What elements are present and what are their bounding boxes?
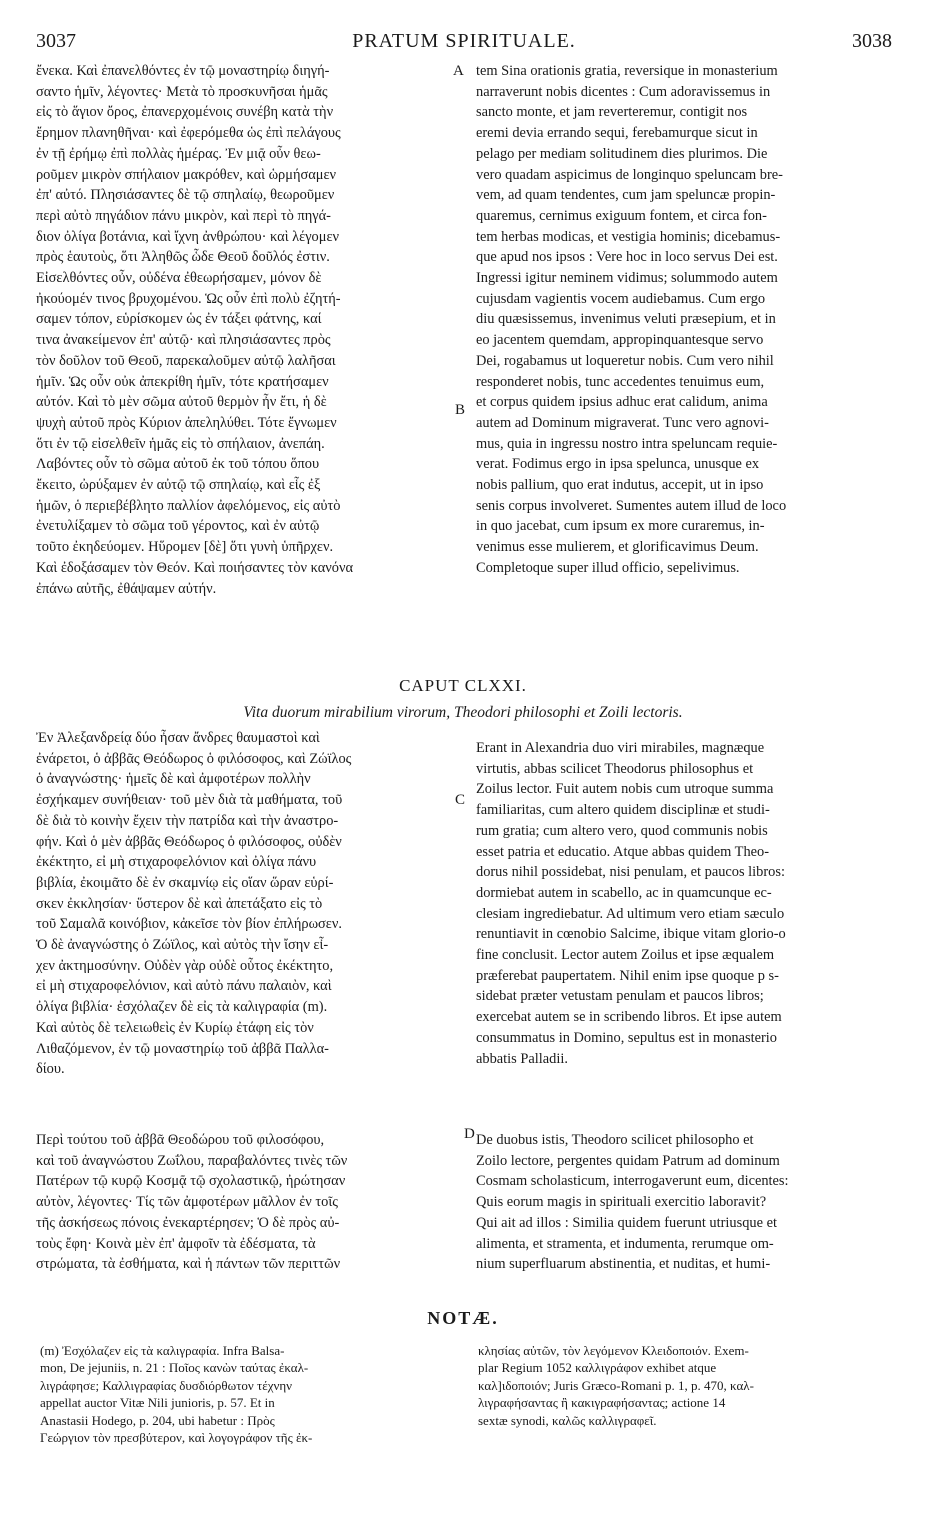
latin-line: venimus esse mulierem, et glorificavimus Deum. — [476, 539, 759, 556]
latin-line: clesiam ingrediebatur. Ad ultimum vero etiam sæculo — [476, 905, 785, 922]
running-title: PRATUM SPIRITUALE. — [352, 30, 576, 52]
latin-line: autem ad Dominum migraverat. Tunc vero agnovi- — [476, 414, 769, 431]
latin-line: dormiebat autem in scabello, ac in quamcunque ec- — [476, 884, 772, 901]
greek-column-section-2 — [36, 728, 468, 1080]
latin-column-section-2 — [476, 738, 896, 1069]
greek-line: ἐσχήκαμεν συνήθειαν· τοῦ μὲν διὰ τὰ μαθήματα, τοῦ — [36, 792, 343, 809]
latin-line: senis corpus involveret. Sumentes autem illud de loco — [476, 497, 787, 514]
latin-line: renuntiavit in cœnobio Salcime, ibique vitam glorio-o — [476, 926, 786, 943]
greek-line: περὶ αὐτὸ πηγάδιον πάνυ μικρὸν, καὶ περὶ τὸ πηγά- — [36, 207, 331, 224]
note-line: λιγραφήσαντας ἢ κακιγραφήσαντας; actione 14 — [478, 1395, 726, 1411]
latin-line: nobis pallium, quo erat indutus, accepit, ut in ipso — [476, 477, 764, 494]
note-line: plar Regium 1052 καλλιγράφον exhibet atque — [478, 1360, 717, 1376]
notes-heading: NOTÆ. — [427, 1308, 499, 1328]
note-line: appellat auctor Vitæ Nili junioris, p. 57. Et in — [40, 1395, 275, 1411]
greek-line: Λαβόντες οὖν τὸ σῶμα αὐτοῦ ἐκ τοῦ τόπου ὅπου — [36, 456, 320, 473]
note-line: (m) Ἐσχόλαζεν εἰς τὰ καλιγραφία. Infra Balsa- — [40, 1343, 285, 1358]
greek-line: πρὸς ἑαυτοὺς, ὅτι Ἀληθῶς ὧδε Θεοῦ δοῦλός ἐστιν. — [36, 249, 330, 266]
greek-line: καὶ τοῦ ἀναγνώστου Ζωΐλου, παραβαλόντες τινὲς τῶν — [36, 1152, 348, 1169]
greek-line: ψυχὴ αὐτοῦ πρὸς Κύριον ἀπεληλύθει. Τότε ἔγνωμεν — [36, 414, 337, 431]
latin-line: cujusdam vagientis vocem audiebamus. Cum ergo — [476, 290, 766, 307]
margin-marker-d: D — [464, 1126, 475, 1142]
latin-line: mus, quia in ingressu nostro intra speluncam requie- — [476, 435, 778, 452]
notes-right-column — [478, 1342, 898, 1429]
greek-line: Εἰσελθόντες οὖν, οὐδένα ἐθεωρήσαμεν, μόνον δὲ — [36, 270, 322, 287]
latin-column-section-1 — [476, 61, 896, 579]
greek-line: Ἐν Ἀλεξανδρείᾳ δύο ἦσαν ἄνδρες θαυμαστοὶ καὶ — [36, 730, 320, 746]
greek-line: Καὶ ἐδοξάσαμεν τὸν Θεόν. Καὶ ποιήσαντες τὸν κανόνα — [36, 559, 354, 576]
greek-line: σαντο ἡμῖν, λέγοντες· Μετὰ τὸ προσκυνῆσαι ἡμᾶς — [36, 83, 328, 100]
latin-line: alimenta, et stramenta, et indumenta, rerumque om- — [476, 1235, 774, 1252]
greek-line: Πατέρων τῷ κυρῷ Κοσμᾷ τῷ σχολαστικῷ, ἠρώτησαν — [36, 1173, 346, 1190]
greek-line: αὐτὸν, λέγοντες· Τίς τῶν ἀμφοτέρων μᾶλλον ἐν τοῖς — [36, 1194, 338, 1211]
latin-line: consummatus in Domino, sepultus est in monasterio — [476, 1029, 777, 1046]
greek-line: ἔνεκα. Καὶ ἐπανελθόντες ἐν τῷ μοναστηρίῳ διηγή- — [36, 63, 330, 79]
latin-line: responderet nobis, tunc accedentes tenuimus eum, — [476, 373, 765, 390]
greek-line: Ὁ δὲ ἀναγνώστης ὁ Ζώϊλος, καὶ αὐτὸς τὴν ἴσην εἶ- — [36, 937, 329, 954]
greek-line: ἔρημον πλανηθῆναι· καὶ ἐφερόμεθα ὡς ἐπὶ πελάγους — [36, 125, 341, 142]
latin-line: abbatis Palladii. — [476, 1050, 568, 1067]
latin-line: exercebat autem se in scribendo libros. Et ipse autem — [476, 1009, 782, 1026]
greek-line: στρώματα, τὰ ἐσθήματα, καὶ ἡ πάντων τῶν περιττῶν — [36, 1256, 341, 1273]
greek-line: Περὶ τούτου τοῦ ἀββᾶ Θεοδώρου τοῦ φιλοσόφου, — [36, 1132, 325, 1148]
latin-line: in quo jacebat, cum ipsum ex more curaremus, in- — [476, 518, 765, 535]
greek-line: τῆς ἀσκήσεως πόνοις ἐνεκαρτέρησεν; Ὁ δὲ πρὸς αὐ- — [36, 1214, 340, 1231]
greek-line: εἰ μὴ στιχαροφελόνιον, καὶ αὐτὸ πάνυ παλαιὸν, καὶ — [36, 978, 332, 995]
note-line: καλ]ιδοποιόν; Juris Græco-Romani p. 1, p. 470, καλ- — [478, 1377, 754, 1393]
latin-line: sidebat præter vetustam penulam et paucos libros; — [476, 988, 764, 1005]
greek-line: σκεν ἐκκλησίαν· ὕστερον δὲ καὶ ἀπετάξατο εἰς τὸ — [36, 895, 323, 912]
greek-line: διον ὀλίγα βοτάνια, καὶ ἴχνη ἀνθρώπου· καὶ λέγομεν — [36, 228, 340, 245]
latin-line: Ingressi igitur neminem vidimus; solummodo autem — [476, 270, 778, 287]
greek-line: ἔκειτο, ὠρύξαμεν ἐν αὐτῷ τῷ σπηλαίῳ, καὶ εἷς ἐξ — [36, 477, 321, 494]
greek-line: τινα ἀνακείμενον ἐπ' αὐτῷ· καὶ πλησιάσαντες πρὸς — [36, 332, 331, 349]
greek-line: ἐνάρετοι, ὁ ἀββᾶς Θεόδωρος ὁ φιλόσοφος, καὶ Ζώϊλος — [36, 750, 352, 767]
note-line: mon, De jejuniis, n. 21 : Ποῖος κανὼν ταύτας ἐκαλ- — [40, 1360, 309, 1376]
latin-line: Erant in Alexandria duo viri mirabiles, magnæque — [476, 740, 765, 756]
greek-line: ἐπ' αὐτό. Πλησιάσαντες δὲ τῷ σπηλαίῳ, θεωροῦμεν — [36, 187, 335, 204]
page-header — [36, 30, 892, 56]
greek-line: ἡμῶν, ὁ περιεβέβλητο παλλίον ἀφελόμενος, εἰς αὐτὸ — [36, 497, 341, 514]
greek-line: χεν ἀκτημοσύνην. Οὐδὲν γὰρ οὐδὲ οὗτος ἐκέκτητο, — [36, 957, 334, 974]
margin-marker-b: B — [455, 402, 466, 418]
greek-line: ἡμῖν. Ὡς οὖν οὐκ ἀπεκρίθη ἡμῖν, τότε κρατήσαμεν — [36, 373, 329, 390]
latin-line: tem herbas modicas, et vestigia hominis; dicebamus- — [476, 228, 781, 245]
latin-line: nium superfluarum abstinentia, et nuditas, et humi- — [476, 1256, 771, 1273]
latin-line: fine conclusit. Lector autem Zoilus et ipse æqualem — [476, 947, 775, 964]
latin-line: vem, ad quam tendentes, cum jam speluncæ propin- — [476, 187, 776, 204]
note-line: Γεώργιον τὸν πρεσβύτερον, καὶ λογογράφον τῆς ἐκ- — [40, 1430, 313, 1446]
chapter-heading: CAPUT CLXXI. — [399, 676, 527, 695]
greek-column-section-3 — [36, 1130, 468, 1275]
latin-line: familiaritas, cum altero quidem disciplinæ et studi- — [476, 802, 770, 819]
greek-column-section-1 — [36, 61, 468, 599]
greek-line: ἐν τῇ ἐρήμῳ ἐπὶ πολλὰς ἡμέρας. Ἐν μιᾷ οὖν θεω- — [36, 145, 321, 162]
latin-line: Qui ait ad illos : Similia quidem fuerunt utriusque et — [476, 1214, 777, 1231]
greek-line: δὲ διὰ τὸ κοινὴν ἔχειν τὴν πατρίδα καὶ τὴν ἀναστρο- — [36, 812, 339, 829]
greek-line: ἐκέκτητο, εἰ μὴ στιχαροφελόνιον καὶ ὀλίγα πάνυ — [36, 854, 317, 871]
note-line: κλησίας αὐτῶν, τὸν λεγόμενον Κλειδοποιόν. Exem- — [478, 1343, 749, 1358]
greek-line: Λιθαζόμενον, ἐν τῷ μοναστηρίῳ τοῦ ἀββᾶ Παλλα- — [36, 1040, 329, 1057]
margin-marker-c: C — [455, 792, 466, 808]
latin-line: virtutis, abbas scilicet Theodorus philosophus et — [476, 760, 754, 777]
greek-line: τοὺς ἔφη· Κοινὰ μὲν ἐπ' ἀμφοῖν τὰ ἐδέσματα, τὰ — [36, 1235, 316, 1252]
latin-line: præferebat paupertatem. Nihil enim ipse quoque p s- — [476, 967, 779, 984]
greek-line: ἠκούομέν τινος βρυχομένου. Ὡς οὖν ἐπὶ πολὺ ἐζητή- — [36, 290, 341, 307]
note-line: Anastasii Hodego, p. 204, ubi habetur : Πρὸς — [40, 1412, 275, 1428]
latin-line: Zoilo lectore, pergentes quidam Patrum ad dominum — [476, 1152, 780, 1169]
latin-line: diu quæsissemus, invenimus veluti præsepium, et in — [476, 311, 776, 328]
latin-line: verat. Fodimus ergo in ipsa spelunca, unusque ex — [476, 456, 760, 473]
greek-line: φήν. Καὶ ὁ μὲν ἀββᾶς Θεόδωρος ὁ φιλόσοφος, οὐδὲν — [36, 833, 342, 850]
latin-line: pelago per mediam solitudinem dies plurimos. Die — [476, 145, 768, 162]
page-number-right: 3038 — [852, 30, 892, 52]
greek-line: ἐπάνω αὐτῆς, ἐθάψαμεν αὐτήν. — [36, 580, 217, 597]
latin-line: que apud nos ipsos : Vere hoc in loco servus Dei est. — [476, 249, 778, 266]
latin-line: eo jacentem quemdam, appropinquantesque servo — [476, 332, 764, 349]
notes-left-column — [40, 1342, 460, 1446]
note-line: sextæ synodi, καλῶς καλλιγραφεῖ. — [478, 1412, 657, 1428]
latin-line: dorus nihil possidebat, nisi penulam, et paucos libros: — [476, 864, 785, 881]
latin-line: quaremus, cernimus exiguum fontem, et circa fon- — [476, 207, 767, 224]
latin-line: De duobus istis, Theodoro scilicet philosopho et — [476, 1132, 754, 1148]
greek-line: ὁ ἀναγνώστης· ἡμεῖς δὲ καὶ ἀμφοτέρων πολλὴν — [36, 771, 311, 788]
page-number-left: 3037 — [36, 30, 76, 52]
greek-line: βιβλία, ἐκοιμᾶτο δὲ ἐν σκαμνίῳ εἰς οἵαν ὥραν εὑρί- — [36, 874, 334, 891]
chapter-subtitle: Vita duorum mirabilium virorum, Theodori philosophi et Zoili lectoris. — [243, 704, 683, 721]
greek-line: σαμεν τόπον, εὑρίσκομεν ὡς ἐν τάξει φάτνης, καί — [36, 311, 322, 328]
greek-line: δίου. — [36, 1061, 65, 1078]
greek-line: Καὶ αὐτὸς δὲ τελειωθεὶς ἐν Κυρίῳ ἐτάφη εἰς τὸν — [36, 1019, 314, 1036]
greek-line: τὸν δοῦλον τοῦ Θεοῦ, παρεκαλοῦμεν αὐτῷ λαλῆσαι — [36, 352, 336, 369]
latin-column-section-3 — [476, 1130, 896, 1275]
latin-line: narraverunt nobis dicentes : Cum adoravissemus in — [476, 83, 771, 100]
greek-line: τοῦ Σαμαλᾶ κοινόβιον, κἀκεῖσε τὸν βίον ἐπλήρωσεν. — [36, 916, 342, 933]
latin-line: eremi devia errando sequi, ferebamurque sicut in — [476, 125, 758, 142]
latin-line: esset patria et educatio. Atque abbas quidem Theo- — [476, 843, 770, 860]
latin-line: tem Sina orationis gratia, reversique in monasterium — [476, 63, 778, 79]
greek-line: ροῦμεν μικρὸν σπήλαιον μακρόθεν, καὶ ὡρμήσαμεν — [36, 166, 337, 183]
margin-marker-a: A — [453, 63, 464, 79]
latin-line: rum gratia; cum altero vero, quod communis nobis — [476, 822, 768, 839]
greek-line: ὅτι ἐν τῷ εἰσελθεῖν ἡμᾶς εἰς τὸ σπήλαιον, ἀνεπάη. — [36, 435, 325, 452]
greek-line: εἰς τὸ ἅγιον ὄρος, ἐπανερχομένοις συνέβη κατὰ τὴν — [36, 104, 334, 121]
latin-line: Quis eorum magis in spirituali exercitio laboravit? — [476, 1194, 767, 1211]
latin-line: Completoque super illud officio, sepelivimus. — [476, 559, 740, 576]
greek-line: ὀλίγα βιβλία· ἐσχόλαζεν δὲ εἰς τὰ καλιγραφία (m). — [36, 999, 328, 1016]
greek-line: τοῦτο ἐκηδεύομεν. Ηὕρομεν [δὲ] ὅτι γυνὴ ὑπῆρχεν. — [36, 539, 334, 556]
latin-line: Dei, rogabamus ut loqueretur nobis. Cum vero nihil — [476, 352, 774, 369]
note-line: λιγράφησε; Καλλιγραφίας δυσδιόρθωτον τέχνην — [40, 1377, 293, 1393]
greek-line: ἐνετυλίξαμεν τὸ σῶμα τοῦ γέροντος, καὶ ἐν αὐτῷ — [36, 518, 320, 535]
latin-line: et corpus quidem ipsius adhuc erat calidum, anima — [476, 394, 768, 411]
latin-line: Cosmam scholasticum, interrogaverunt eum, dicentes: — [476, 1173, 789, 1190]
greek-line: αὐτόν. Καὶ τὸ μὲν σῶμα αὐτοῦ θερμὸν ἦν ἔτι, ἡ δὲ — [36, 394, 327, 411]
latin-line: Zoilus lector. Fuit autem nobis cum utroque summa — [476, 781, 774, 798]
latin-line: vero quadam aspicimus de longinquo speluncam bre- — [476, 166, 783, 183]
latin-line: sancto monte, et jam reverteremur, contigit nos — [476, 104, 748, 121]
